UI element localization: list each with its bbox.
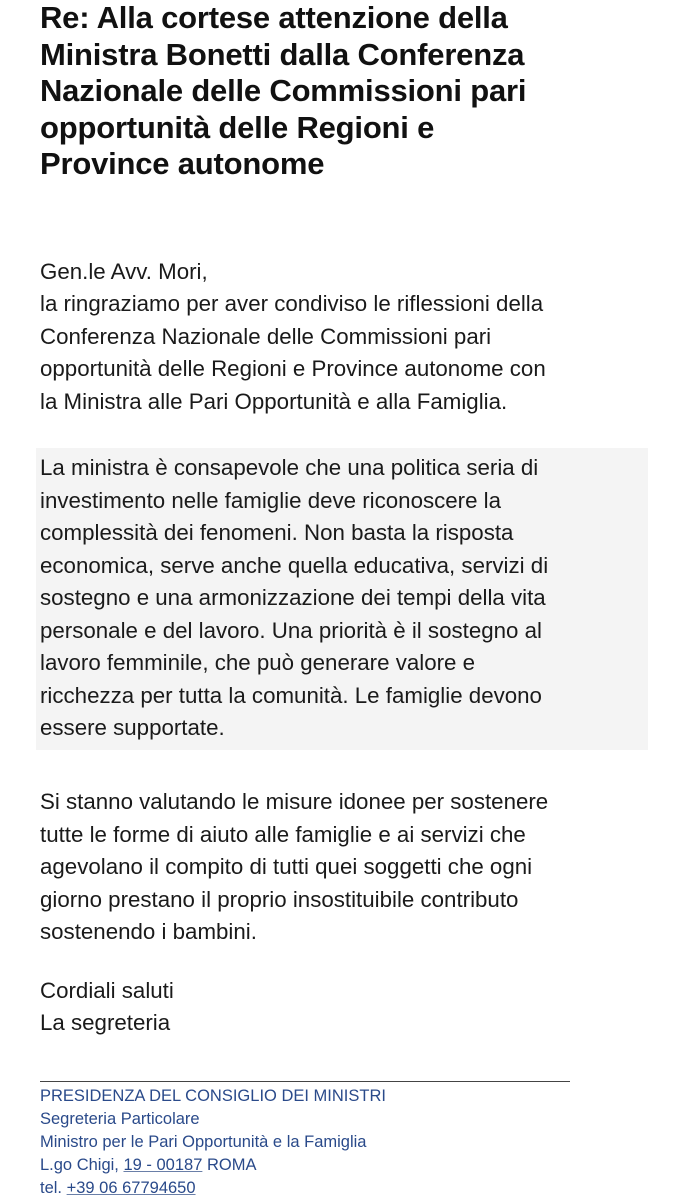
email-paragraph-1	[40, 288, 660, 418]
email-paragraph-2	[40, 452, 660, 745]
paragraph-line: giorno prestano il proprio insostituibile contributo	[40, 886, 519, 912]
paragraph-line: La ministra è consapevole che una politica seria di	[40, 455, 539, 480]
subject-line: opportunità delle Regioni e	[40, 109, 435, 145]
paragraph-line: tutte le forme di aiuto alle famiglie e ai servizi che	[40, 821, 526, 847]
paragraph-line: ricchezza per tutta la comunità. Le famiglie devono	[40, 682, 542, 708]
subject-line: Ministra Bonetti dalla Conferenza	[40, 36, 525, 72]
paragraph-line: opportunità delle Regioni e Province autonome con	[40, 356, 546, 381]
paragraph-line: la Ministra alle Pari Opportunità e alla Famiglia.	[40, 388, 508, 414]
paragraph-line: economica, serve anche quella educativa, servizi di	[40, 552, 549, 578]
paragraph-line: essere supportate.	[40, 715, 225, 740]
paragraph-line: complessità dei fenomeni. Non basta la risposta	[40, 520, 514, 545]
email-subject	[40, 0, 660, 183]
signature-ministry: Ministro per le Pari Opportunità e la Famiglia	[40, 1133, 367, 1151]
paragraph-line: sostegno e una armonizzazione dei tempi della vita	[40, 585, 546, 610]
paragraph-line: Conferenza Nazionale delle Commissioni pari	[40, 323, 492, 349]
signature-phone	[40, 1177, 660, 1200]
subject-line: Re: Alla cortese attenzione della	[40, 0, 508, 35]
subject-line: Province autonome	[40, 146, 325, 181]
email-closing: Cordiali saluti	[40, 978, 174, 1003]
subject-line: Nazionale delle Commissioni pari	[40, 73, 527, 108]
paragraph-line: lavoro femminile, che può generare valore e	[40, 650, 476, 675]
address-suffix: ROMA	[202, 1156, 257, 1174]
paragraph-line: sostenendo i bambini.	[40, 919, 257, 944]
phone-prefix: tel.	[40, 1179, 67, 1197]
signature-address	[40, 1154, 660, 1177]
email-paragraph-3	[40, 786, 660, 949]
paragraph-line: la ringraziamo per aver condiviso le riflessioni della	[40, 291, 544, 316]
paragraph-line: Si stanno valutando le misure idonee per sostenere	[40, 789, 549, 814]
phone-link[interactable]: +39 06 67794650	[66, 1179, 196, 1197]
paragraph-line: agevolano il compito di tutti quei soggetti che ogni	[40, 854, 533, 879]
address-prefix: L.go Chigi,	[40, 1156, 124, 1174]
signature-divider	[40, 1081, 570, 1082]
signature-org: PRESIDENZA DEL CONSIGLIO DEI MINISTRI	[40, 1087, 386, 1105]
signature-office: Segreteria Particolare	[40, 1110, 200, 1128]
address-link[interactable]: 19 - 00187	[123, 1156, 203, 1174]
email-greeting: Gen.le Avv. Mori,	[40, 259, 208, 284]
paragraph-line: investimento nelle famiglie deve riconoscere la	[40, 487, 502, 513]
paragraph-line: personale e del lavoro. Una priorità è il sostegno al	[40, 617, 542, 643]
email-signoff: La segreteria	[40, 1010, 171, 1035]
